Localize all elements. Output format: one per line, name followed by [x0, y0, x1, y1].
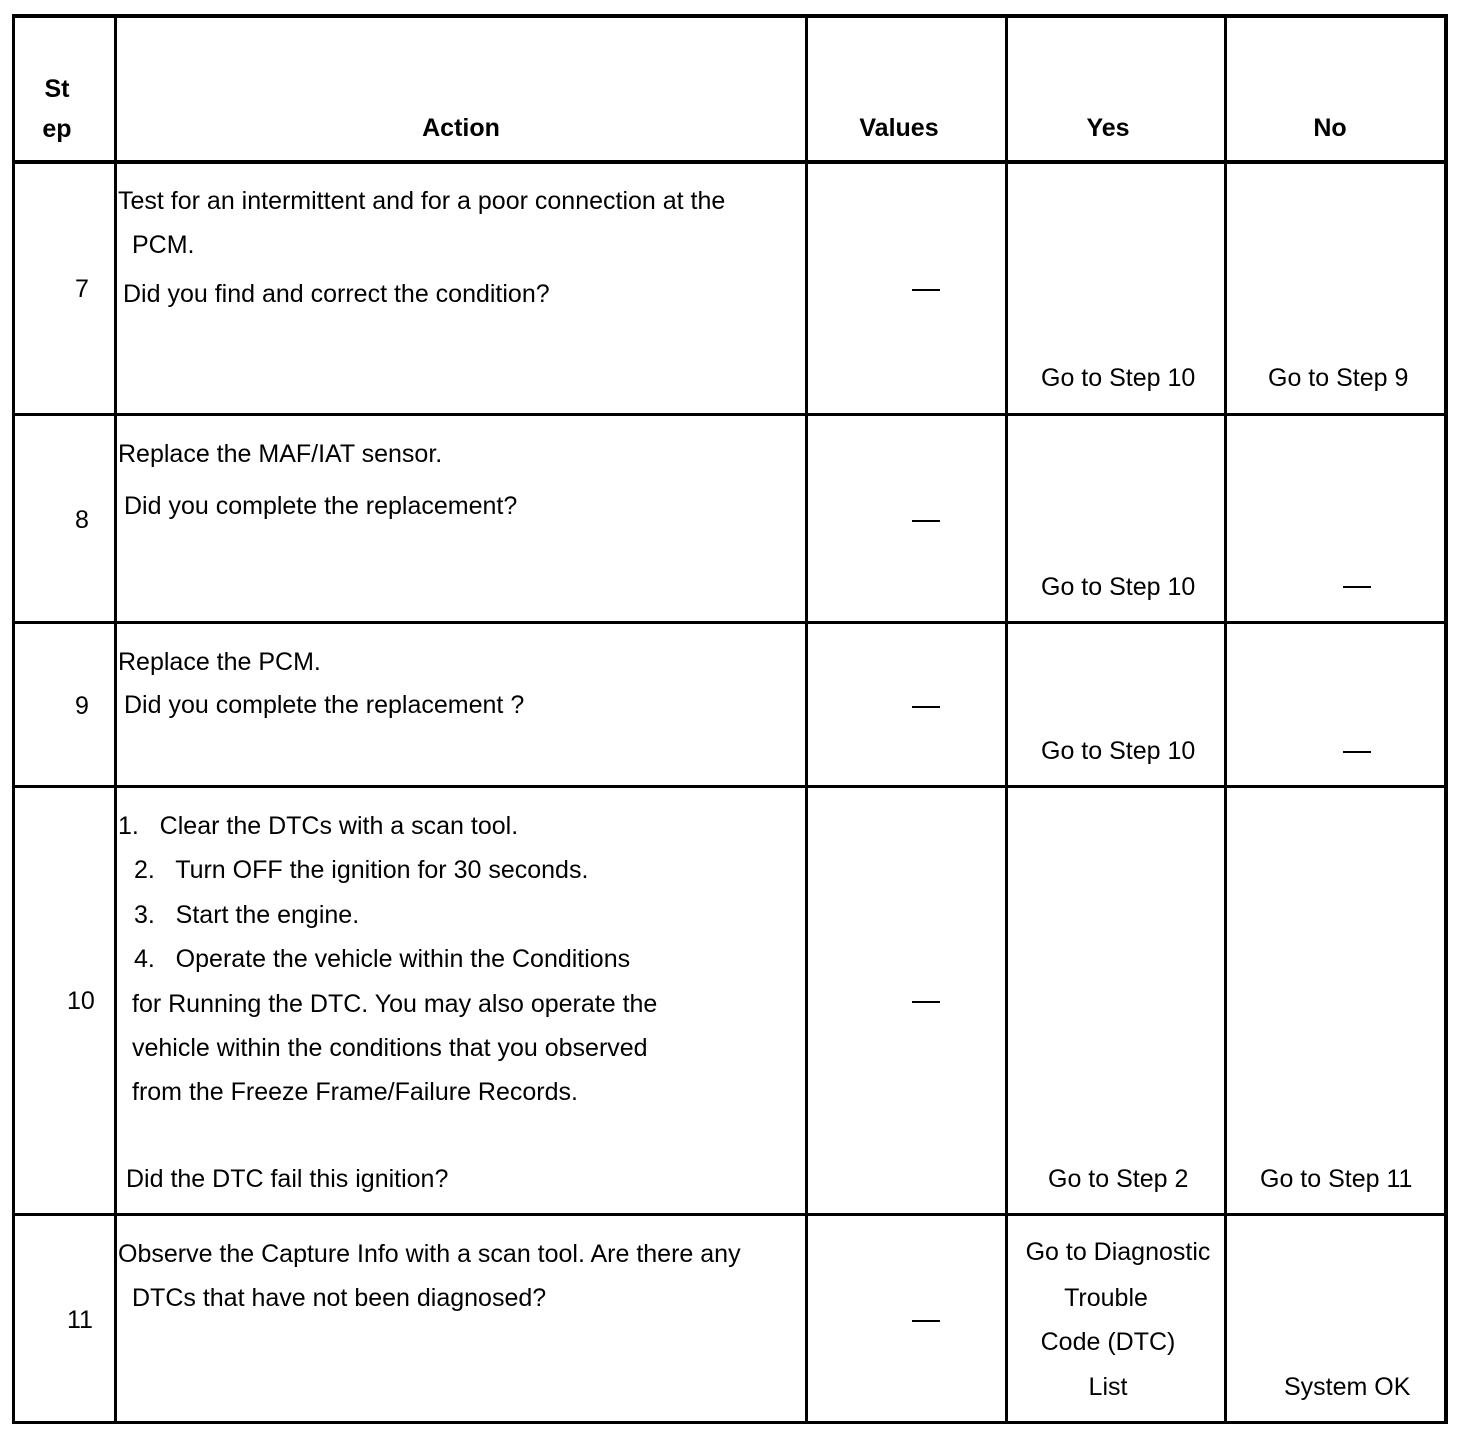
no-dash: [1343, 586, 1371, 588]
no-dash: [1343, 751, 1371, 753]
header-step-line1: St: [44, 75, 70, 103]
header-step-line2: ep: [42, 115, 72, 143]
step-number: 11: [67, 1306, 93, 1334]
action-text: PCM.: [132, 231, 195, 259]
step-number: 8: [75, 506, 89, 534]
action-text: Did you complete the replacement ?: [124, 691, 525, 719]
header-yes: Yes: [1086, 114, 1130, 142]
row-divider: [12, 1213, 1448, 1216]
row-divider: [12, 785, 1448, 788]
header-values: Values: [859, 114, 939, 142]
action-text: DTCs that have not been diagnosed?: [132, 1284, 547, 1312]
header-no: No: [1313, 114, 1347, 142]
values-dash: [912, 520, 940, 522]
yes-outcome: Go to Step 10: [1041, 364, 1196, 392]
action-text: for Running the DTC. You may also operate the: [132, 990, 658, 1018]
no-outcome: Go to Step 11: [1260, 1165, 1413, 1193]
yes-outcome: List: [1088, 1373, 1128, 1401]
action-text: 1. Clear the DTCs with a scan tool.: [118, 812, 519, 840]
action-text: Did the DTC fail this ignition?: [126, 1165, 449, 1193]
row-divider: [12, 160, 1448, 164]
action-text: 2. Turn OFF the ignition for 30 seconds.: [134, 856, 589, 884]
values-dash: [912, 706, 940, 708]
row-divider: [12, 413, 1448, 416]
row-divider: [12, 621, 1448, 624]
action-text: Replace the PCM.: [118, 648, 321, 676]
yes-outcome: Go to Step 2: [1048, 1165, 1189, 1193]
action-text: Did you complete the replacement?: [124, 492, 518, 520]
values-dash: [912, 1320, 940, 1322]
yes-outcome: Trouble: [1064, 1284, 1148, 1312]
action-text: from the Freeze Frame/Failure Records.: [132, 1078, 578, 1106]
values-dash: [912, 1001, 940, 1003]
action-text: Test for an intermittent and for a poor connection at the: [118, 187, 726, 215]
action-text: 3. Start the engine.: [134, 901, 360, 929]
yes-outcome: Go to Diagnostic: [1025, 1238, 1211, 1266]
step-number: 9: [75, 692, 89, 720]
yes-outcome: Go to Step 10: [1041, 573, 1196, 601]
step-number: 7: [75, 275, 89, 303]
action-text: Observe the Capture Info with a scan tool. Are there any: [118, 1240, 741, 1268]
yes-outcome: Code (DTC): [1040, 1328, 1176, 1356]
action-text: 4. Operate the vehicle within the Conditions: [134, 945, 631, 973]
action-text: Replace the MAF/IAT sensor.: [118, 440, 443, 468]
no-outcome: System OK: [1284, 1373, 1411, 1401]
header-action: Action: [422, 114, 500, 142]
action-text: Did you find and correct the condition?: [123, 280, 550, 308]
values-dash: [912, 289, 940, 291]
no-outcome: Go to Step 9: [1268, 364, 1409, 392]
yes-outcome: Go to Step 10: [1041, 737, 1196, 765]
step-number: 10: [67, 987, 95, 1015]
action-text: vehicle within the conditions that you observed: [132, 1034, 648, 1062]
